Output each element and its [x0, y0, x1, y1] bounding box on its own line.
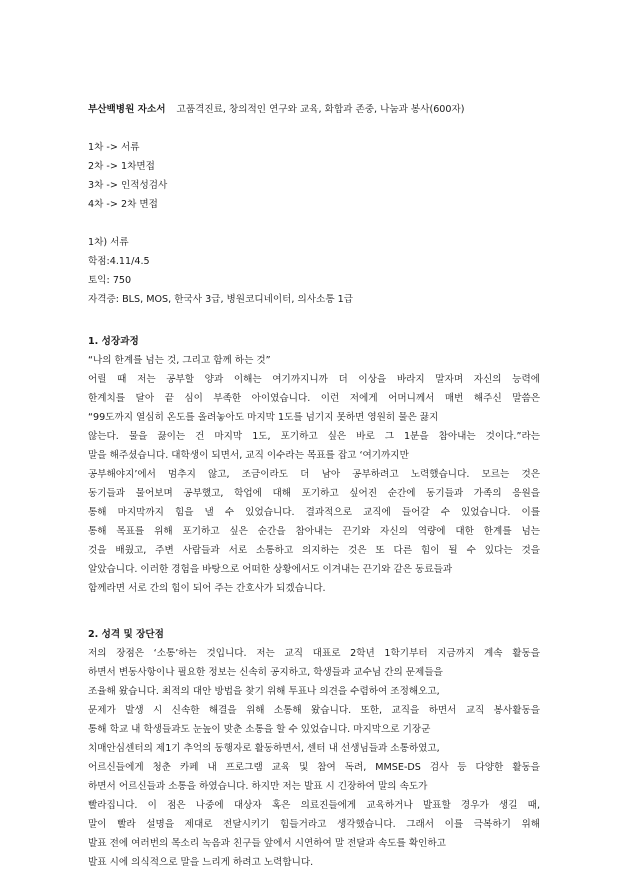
paragraph-line: 말을 해주셨습니다. 대학생이 되면서, 교직 이수라는 목표를 잡고 ‘여기까지만 [88, 450, 409, 461]
step-4: 4차 -> 2차 면접 [88, 199, 158, 210]
document-subtitle: 고품격진료, 창의적인 연구와 교육, 화합과 존중, 나눔과 봉사(600자) [176, 104, 465, 115]
paragraph-line: 조율해 왔습니다. 최적의 대안 방법을 찾기 위해 투표나 의견을 수렴하여 조정해오고, [88, 686, 440, 697]
paragraph-line: 한계치를 달아 끝 심이 부족한 아이였습니다. 이런 저에게 어머니께서 매번 해주신 말씀은 [88, 393, 540, 404]
process-steps [88, 138, 540, 214]
step-2: 2차 -> 1차면접 [88, 161, 155, 172]
paragraph-line: 하면서 어르신들과 소통을 하였습니다. 하지만 저는 발표 시 긴장하여 말의 속도가 [88, 781, 428, 792]
paragraph-line: 하면서 변동사항이나 필요한 정보는 신속히 공지하고, 학생들과 교수님 간의 문제들을 [88, 667, 443, 678]
paragraph-line: 통해 목표를 위해 포기하고 싶은 순간을 참아내는 끈기와 자신의 역량에 대한 한계를 넘는 [88, 526, 540, 537]
step-3: 3차 -> 인적성검사 [88, 180, 168, 191]
paragraph-line: 문제가 발생 시 신속한 해결을 위해 소통해 왔습니다. 또한, 교직을 하면서 교직 봉사활동을 [88, 705, 540, 716]
paragraph-line: 치매안심센터의 제1기 추억의 동행자로 활동하면서, 센터 내 선생님들과 소통하였고, [88, 743, 440, 754]
step-1: 1차 -> 서류 [88, 142, 140, 153]
paragraph-line: 발표 전에 여러번의 목소리 녹음과 친구들 앞에서 시연하여 말 전달과 속도를 확인하고 [88, 838, 446, 849]
document-title: 부산백병원 자소서 [88, 104, 166, 115]
spec-toeic: 토익: 750 [88, 275, 132, 286]
paragraph-line: “99도까지 열심히 온도를 올려놓아도 마지막 1도를 넘기지 못하면 영원히 물은 끓지 [88, 412, 439, 423]
section-personality [88, 625, 540, 872]
applicant-specs [88, 233, 540, 309]
paragraph-line: 빨라집니다. 이 점은 나중에 대상자 혹은 의료진들에게 교육하거나 발표할 경우가 생길 때, [88, 800, 540, 811]
paragraph-line: 발표 시에 의식적으로 말을 느리게 하려고 노력합니다. [88, 857, 314, 868]
spec-certificates: 자격증: BLS, MOS, 한국사 3급, 병원코디네이터, 의사소통 1급 [88, 294, 354, 305]
section-heading: 1. 성장과정 [88, 336, 139, 347]
paragraph-line: 동기들과 물어보며 공부했고, 학업에 대해 포기하고 싶어진 순간에 동기들과 가족의 응원을 [88, 488, 540, 499]
paragraph-line: 알았습니다. 이러한 경험을 바탕으로 어떠한 상황에서도 이겨내는 끈기와 같은 동료들과 [88, 564, 453, 575]
paragraph-line: “나의 한계를 넘는 것, 그리고 함께 하는 것” [88, 355, 271, 366]
spec-gpa: 학점:4.11/4.5 [88, 256, 150, 267]
document-header [88, 100, 540, 119]
section-heading: 2. 성격 및 장단점 [88, 629, 164, 640]
paragraph-line: 통해 마지막까지 힘을 낼 수 있었습니다. 결과적으로 교직에 들어갈 수 있었습니다. 이를 [88, 507, 540, 518]
section-growth [88, 332, 540, 598]
paragraph-line: 어르신들에게 청춘 카페 내 프로그램 교육 및 참여 독려, MMSE-DS 검사 등 다양한 활동을 [88, 762, 540, 773]
paragraph-line: 공부해야지’에서 멈추지 않고, 조금이라도 더 남아 공부하려고 노력했습니다. 모르는 것은 [88, 469, 540, 480]
document-page [88, 100, 540, 872]
paragraph-line: 통해 학교 내 학생들과도 눈높이 맞춘 소통을 할 수 있었습니다. 마지막으로 기장군 [88, 724, 431, 735]
paragraph-line: 않는다. 물을 끓이는 건 마지막 1도, 포기하고 싶은 바로 그 1분을 참아내는 것이다.”라는 [88, 431, 540, 442]
spec-stage: 1차) 서류 [88, 237, 129, 248]
paragraph-line: 저의 장점은 ‘소통’하는 것입니다. 저는 교직 대표로 2학년 1학기부터 지금까지 계속 활동을 [88, 648, 540, 659]
paragraph-line: 어릴 때 저는 공부할 양과 이해는 여기까지니까 더 이상을 바라지 말자며 자신의 능력에 [88, 374, 540, 385]
paragraph-line: 것을 배웠고, 주변 사람들과 서로 소통하고 의지하는 것은 또 다른 힘이 될 수 있다는 것을 [88, 545, 540, 556]
paragraph-line: 말이 빨라 설명을 제대로 전달시키기 힘들거라고 생각했습니다. 그래서 이를 극복하기 위해 [88, 819, 540, 830]
paragraph-line: 함께라면 서로 간의 힘이 되어 주는 간호사가 되겠습니다. [88, 583, 326, 594]
